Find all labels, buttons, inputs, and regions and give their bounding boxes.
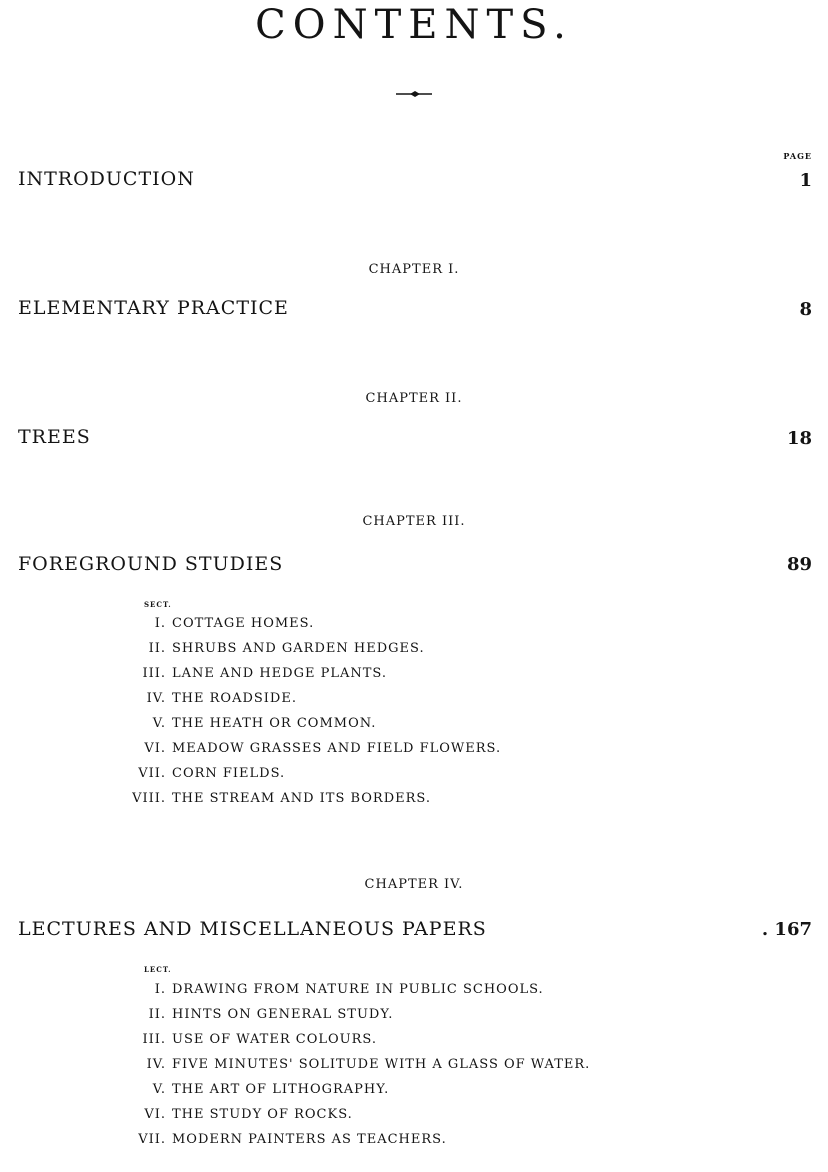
toc-entry-chapter-1-page: 8 [799, 299, 812, 320]
toc-entry-chapter-4-title[interactable]: LECTURES AND MISCELLANEOUS PAPERS [18, 918, 487, 940]
chapter-4-heading: CHAPTER IV. [364, 877, 464, 892]
lecture-title: DRAWING FROM NATURE IN PUBLIC SCHOOLS. [172, 982, 544, 997]
section-column-header: SECT. [144, 600, 172, 609]
lecture-title: USE OF WATER COLOURS. [172, 1032, 377, 1047]
section-number: V. [152, 716, 166, 731]
section-number: IV. [146, 691, 166, 706]
section-item[interactable] [126, 741, 501, 756]
lecture-title: HINTS ON GENERAL STUDY. [172, 1007, 394, 1022]
section-item[interactable] [126, 691, 297, 706]
page-column-header: PAGE [783, 151, 812, 161]
section-number: VIII. [132, 791, 166, 806]
section-title: LANE AND HEDGE PLANTS. [172, 666, 387, 681]
lecture-item[interactable] [126, 1007, 393, 1022]
section-title: THE HEATH OR COMMON. [172, 716, 377, 731]
toc-entry-chapter-1-title[interactable]: ELEMENTARY PRACTICE [18, 297, 289, 319]
section-title: THE ROADSIDE. [172, 691, 297, 706]
chapter-3-heading: CHAPTER III. [362, 514, 466, 529]
chapter-2-heading: CHAPTER II. [365, 391, 463, 406]
toc-entry-chapter-2-page: 18 [786, 428, 812, 449]
lecture-item[interactable] [126, 1107, 353, 1122]
ornament-divider-icon [396, 84, 432, 103]
toc-entry-introduction-title[interactable]: INTRODUCTION [18, 168, 195, 190]
chapter-1-heading: CHAPTER I. [368, 262, 460, 277]
lecture-title: FIVE MINUTES' SOLITUDE WITH A GLASS OF WATER. [172, 1057, 591, 1072]
section-title: COTTAGE HOMES. [172, 616, 315, 631]
lecture-title: MODERN PAINTERS AS TEACHERS. [172, 1132, 447, 1147]
toc-entry-chapter-2-title[interactable]: TREES [18, 426, 91, 448]
section-title: MEADOW GRASSES AND FIELD FLOWERS. [172, 741, 502, 756]
section-number: II. [148, 641, 166, 656]
lecture-item[interactable] [126, 1132, 447, 1147]
lecture-item[interactable] [126, 1057, 590, 1072]
section-title: CORN FIELDS. [172, 766, 286, 781]
section-number: VII. [138, 766, 166, 781]
section-title: SHRUBS AND GARDEN HEDGES. [172, 641, 425, 656]
toc-entry-introduction-page: 1 [799, 170, 812, 191]
section-number: I. [154, 616, 166, 631]
section-item[interactable] [126, 766, 285, 781]
toc-entry-chapter-4-page: . 167 [761, 919, 812, 940]
lecture-number: I. [154, 982, 166, 997]
section-item[interactable] [126, 616, 314, 631]
lecture-number: V. [152, 1082, 166, 1097]
section-number: VI. [144, 741, 166, 756]
section-item[interactable] [126, 641, 425, 656]
toc-entry-chapter-3-page: 89 [786, 554, 812, 575]
lecture-number: IV. [146, 1057, 166, 1072]
lecture-item[interactable] [126, 982, 544, 997]
section-number: III. [142, 666, 166, 681]
page-title: CONTENTS. [255, 2, 573, 48]
lecture-number: II. [148, 1007, 166, 1022]
lecture-title: THE STUDY OF ROCKS. [172, 1107, 353, 1122]
lecture-item[interactable] [126, 1032, 377, 1047]
section-title: THE STREAM AND ITS BORDERS. [172, 791, 431, 806]
lecture-number: VI. [144, 1107, 166, 1122]
lecture-title: THE ART OF LITHOGRAPHY. [172, 1082, 390, 1097]
lecture-number: III. [142, 1032, 166, 1047]
lecture-item[interactable] [126, 1082, 389, 1097]
toc-entry-chapter-3-title[interactable]: FOREGROUND STUDIES [18, 553, 284, 575]
section-item[interactable] [126, 791, 431, 806]
lecture-column-header: LECT. [144, 965, 172, 974]
section-item[interactable] [126, 666, 387, 681]
section-item[interactable] [126, 716, 376, 731]
lecture-number: VII. [138, 1132, 166, 1147]
